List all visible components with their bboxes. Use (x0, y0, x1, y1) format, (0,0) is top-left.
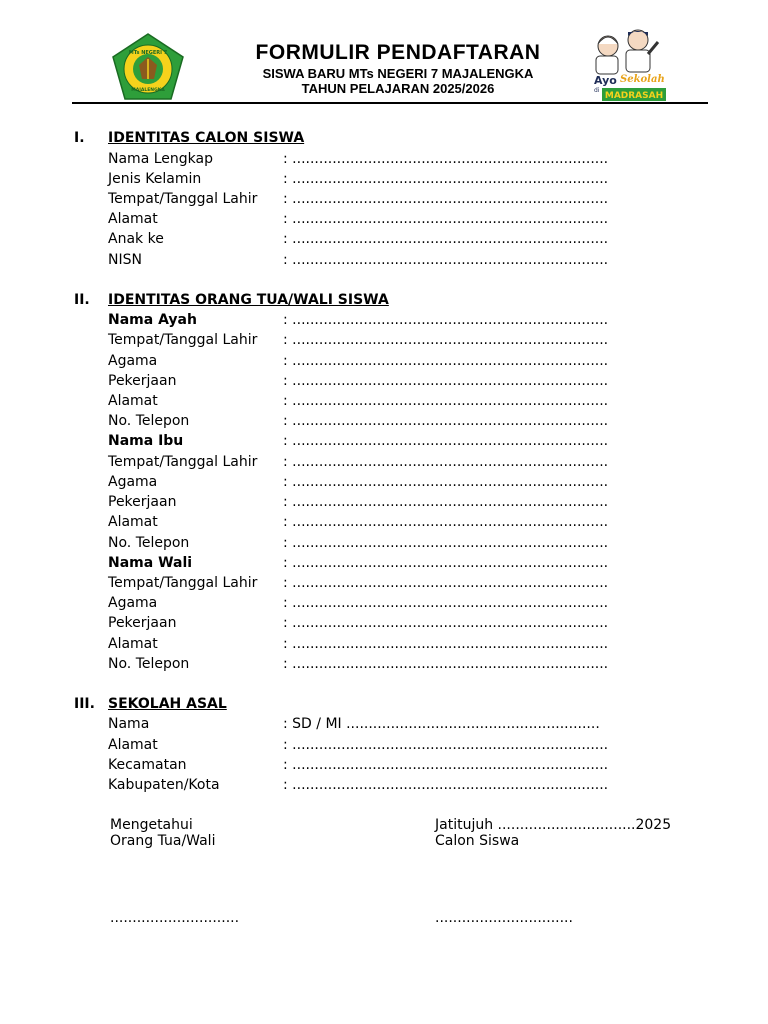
signature-left-heading: Mengetahui (110, 817, 193, 833)
field-label-wali-ttl: Tempat/Tanggal Lahir (108, 575, 258, 591)
signature-right-role: Calon Siswa (435, 833, 520, 849)
logo-text-bottom: MAJALENGKA (131, 88, 165, 93)
field-value-wali-ttl[interactable]: : ....................................................................... (283, 575, 609, 591)
field-label-ibu-telepon: No. Telepon (108, 535, 190, 551)
signature-right-line[interactable]: ............................... (435, 910, 573, 926)
field-value-ayah-alamat[interactable]: : ....................................................................... (283, 393, 609, 409)
field-label-ttl: Tempat/Tanggal Lahir (108, 191, 258, 207)
field-value-ibu-ttl[interactable]: : ....................................................................... (283, 454, 609, 470)
logo-text-di: di (594, 87, 600, 94)
field-label-nama-wali: Nama Wali (108, 555, 193, 571)
field-value-nama-ibu[interactable]: : ....................................................................... (283, 433, 609, 449)
field-label-nisn: NISN (108, 252, 142, 268)
field-label-nama-ibu: Nama Ibu (108, 433, 184, 449)
field-label-wali-telepon: No. Telepon (108, 656, 190, 672)
field-value-kabupaten[interactable]: : ....................................................................... (283, 777, 609, 793)
field-value-nama-ayah[interactable]: : ....................................................................... (283, 312, 609, 328)
field-value-ayah-pekerjaan[interactable]: : ....................................................................... (283, 373, 609, 389)
field-value-sekolah-nama[interactable]: : SD / MI ......................................................... (283, 716, 600, 732)
field-label-nama-lengkap: Nama Lengkap (108, 151, 213, 167)
logo-text-madrasah: MADRASAH (604, 91, 664, 101)
field-value-jenis-kelamin[interactable]: : ....................................................................... (283, 171, 609, 187)
section-1-number: I. (74, 130, 85, 146)
section-1-title: IDENTITAS CALON SISWA (108, 130, 305, 146)
field-value-wali-pekerjaan[interactable]: : ....................................................................... (283, 615, 609, 631)
field-label-jenis-kelamin: Jenis Kelamin (108, 171, 202, 187)
field-label-ayah-telepon: No. Telepon (108, 413, 190, 429)
field-label-ayah-agama: Agama (108, 353, 158, 369)
logo-text-top: MTs NEGERI 7 (128, 50, 168, 56)
field-value-nisn[interactable]: : ....................................................................... (283, 252, 609, 268)
field-label-ayah-alamat: Alamat (108, 393, 158, 409)
field-label-wali-pekerjaan: Pekerjaan (108, 615, 177, 631)
field-value-wali-telepon[interactable]: : ....................................................................... (283, 656, 609, 672)
field-value-ibu-telepon[interactable]: : ....................................................................... (283, 535, 609, 551)
section-2-number: II. (74, 292, 90, 308)
field-label-ayah-pekerjaan: Pekerjaan (108, 373, 177, 389)
field-value-ibu-pekerjaan[interactable]: : ....................................................................... (283, 494, 609, 510)
signature-left-line[interactable]: ............................. (110, 910, 240, 926)
field-label-ayah-ttl: Tempat/Tanggal Lahir (108, 332, 258, 348)
signature-left-role: Orang Tua/Wali (110, 833, 216, 849)
field-value-ibu-agama[interactable]: : ....................................................................... (283, 474, 609, 490)
header-divider (72, 102, 708, 104)
logo-text-sekolah: Sekolah (620, 74, 665, 85)
field-value-ayah-telepon[interactable]: : ....................................................................... (283, 413, 609, 429)
field-label-wali-agama: Agama (108, 595, 158, 611)
field-label-alamat: Alamat (108, 211, 158, 227)
field-label-kecamatan: Kecamatan (108, 757, 187, 773)
logo-text-ayo: Ayo (594, 74, 617, 87)
field-value-nama-wali[interactable]: : ....................................................................... (283, 555, 609, 571)
signature-right-place-date[interactable]: Jatitujuh ...............................2025 (435, 817, 672, 833)
form-subtitle-year: TAHUN PELAJARAN 2025/2026 (301, 81, 495, 96)
field-label-ibu-pekerjaan: Pekerjaan (108, 494, 177, 510)
field-label-kabupaten: Kabupaten/Kota (108, 777, 220, 793)
field-value-wali-agama[interactable]: : ....................................................................... (283, 595, 609, 611)
field-value-wali-alamat[interactable]: : ....................................................................... (283, 636, 609, 652)
field-value-nama-lengkap[interactable]: : ....................................................................... (283, 151, 609, 167)
field-value-anak-ke[interactable]: : ....................................................................... (283, 231, 609, 247)
field-value-sekolah-alamat[interactable]: : ....................................................................... (283, 737, 609, 753)
field-label-wali-alamat: Alamat (108, 636, 158, 652)
field-value-kecamatan[interactable]: : ....................................................................... (283, 757, 609, 773)
field-value-ayah-agama[interactable]: : ....................................................................... (283, 353, 609, 369)
section-3-title: SEKOLAH ASAL (108, 696, 227, 712)
form-subtitle-school: SISWA BARU MTs NEGERI 7 MAJALENGKA (262, 66, 534, 81)
field-value-ttl[interactable]: : ....................................................................... (283, 191, 609, 207)
field-label-nama-ayah: Nama Ayah (108, 312, 197, 328)
field-value-ayah-ttl[interactable]: : ....................................................................... (283, 332, 609, 348)
field-label-sekolah-alamat: Alamat (108, 737, 158, 753)
field-label-ibu-ttl: Tempat/Tanggal Lahir (108, 454, 258, 470)
field-label-anak-ke: Anak ke (108, 231, 164, 247)
field-label-sekolah-nama: Nama (108, 716, 150, 732)
section-2-title: IDENTITAS ORANG TUA/WALI SISWA (108, 292, 389, 308)
field-value-ibu-alamat[interactable]: : ....................................................................... (283, 514, 609, 530)
field-label-ibu-alamat: Alamat (108, 514, 158, 530)
field-label-ibu-agama: Agama (108, 474, 158, 490)
section-3-number: III. (74, 696, 95, 712)
field-value-alamat[interactable]: : ....................................................................... (283, 211, 609, 227)
form-title: FORMULIR PENDAFTARAN (255, 41, 541, 64)
